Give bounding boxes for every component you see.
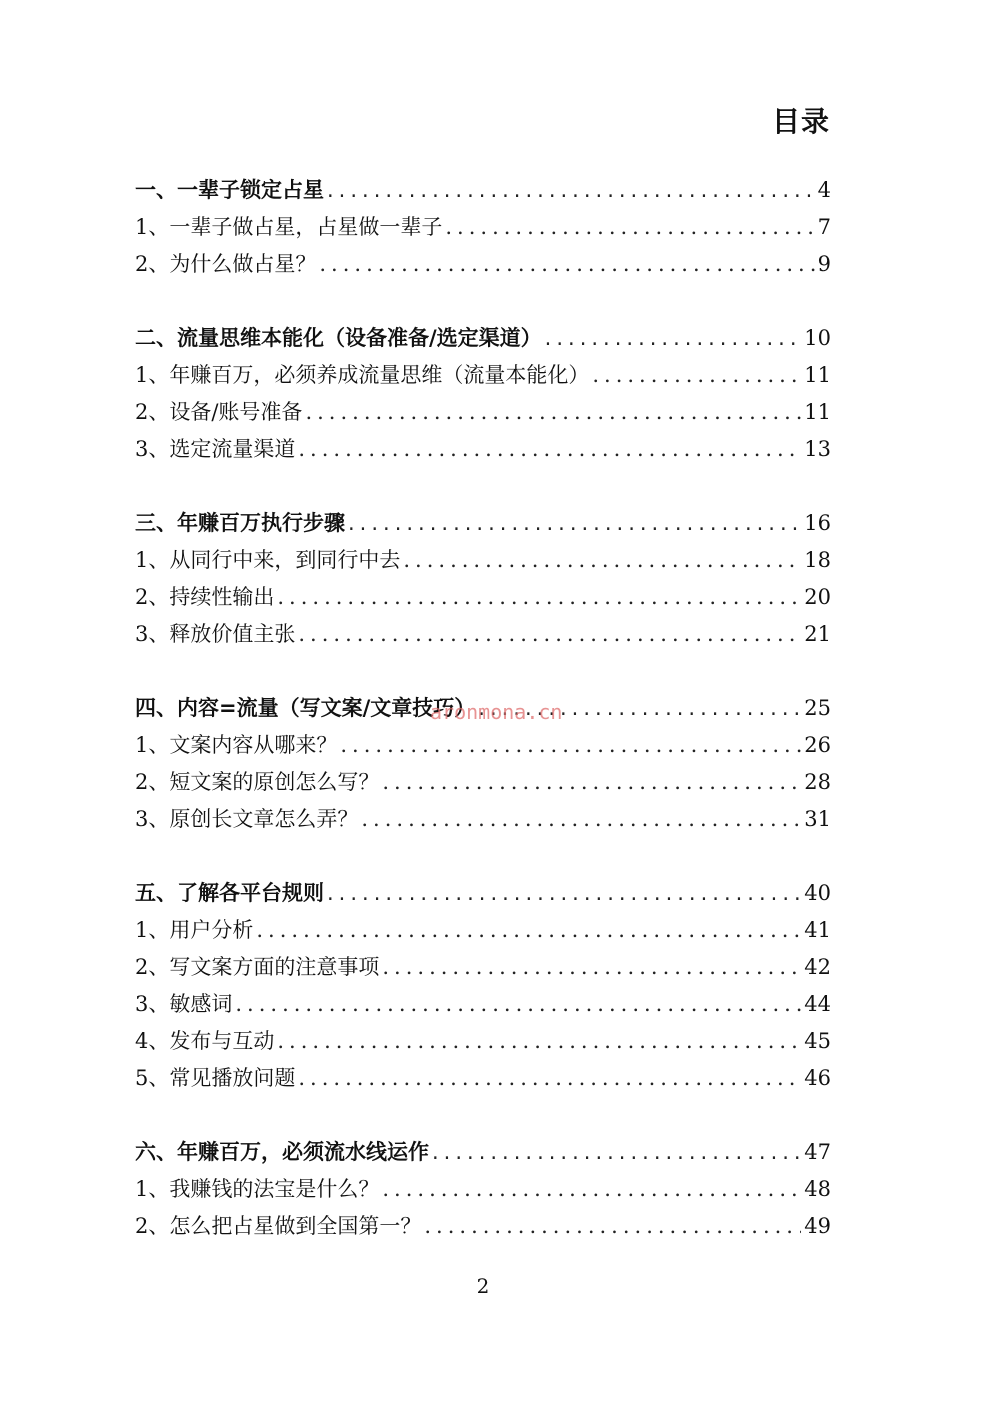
toc-entry-label: 1、年赚百万，必须养成流量思维（流量本能化） [135,363,590,387]
toc-item[interactable] [135,579,831,616]
toc-heading[interactable] [135,172,831,209]
toc-entry-page: 48 [804,1177,831,1201]
toc-entry-page: 26 [804,733,831,757]
toc-entry-label: 2、怎么把占星做到全国第一？ [135,1214,422,1238]
toc-entry-page: 31 [804,807,831,831]
toc-item[interactable] [135,209,831,246]
toc-item[interactable] [135,1023,831,1060]
toc-entry-label: 2、写文案方面的注意事项 [135,955,380,979]
toc-entry-label: 四、内容=流量（写文案/文章技巧） [135,696,476,720]
dot-leader [348,505,801,542]
toc-entry-label: 一、一辈子锁定占星 [135,178,324,202]
toc-entry-label: 1、从同行中来，到同行中去 [135,548,401,572]
toc-entry-page: 10 [804,326,831,350]
page-number: 2 [476,1274,490,1298]
watermark: aronmona.cn [430,700,563,724]
toc-heading[interactable] [135,1134,831,1171]
toc-entry-page: 11 [804,363,831,387]
toc-entry-page: 49 [804,1214,831,1238]
toc-section [135,505,831,653]
toc-entry-page: 41 [804,918,831,942]
toc-heading[interactable] [135,875,831,912]
dot-leader [340,727,801,764]
toc-section [135,1134,831,1245]
dot-leader [445,209,814,246]
toc-item[interactable] [135,1060,831,1097]
toc-entry-page: 9 [817,252,831,276]
toc-title: 目录 [771,105,830,138]
dot-leader [256,912,801,949]
dot-leader [277,579,801,616]
toc-entry-page: 11 [804,400,831,424]
toc-entry-label: 三、年赚百万执行步骤 [135,511,345,535]
toc-item[interactable] [135,912,831,949]
toc-item[interactable] [135,949,831,986]
toc-entry-label: 3、选定流量渠道 [135,437,296,461]
toc-entry-label: 五、了解各平台规则 [135,881,324,905]
toc-entry-label: 2、为什么做占星？ [135,252,317,276]
toc-entry-page: 47 [804,1140,831,1164]
toc-entry-page: 40 [804,881,831,905]
toc-entry-page: 25 [804,696,831,720]
dot-leader [382,1171,801,1208]
toc-entry-page: 13 [804,437,831,461]
dot-leader [432,1134,801,1171]
toc-entry-page: 7 [817,215,831,239]
toc-entry-label: 3、释放价值主张 [135,622,296,646]
toc-section [135,875,831,1097]
toc-entry-label: 2、短文案的原创怎么写？ [135,770,380,794]
toc-item[interactable] [135,616,831,653]
dot-leader [327,875,801,912]
toc-item[interactable] [135,801,831,838]
toc-entry-page: 45 [804,1029,831,1053]
toc-entry-label: 2、设备/账号准备 [135,400,303,424]
dot-leader [545,320,802,357]
dot-leader [361,801,801,838]
dot-leader [327,172,815,209]
toc-entry-label: 1、用户分析 [135,918,254,942]
toc-section [135,320,831,468]
toc-entry-label: 1、我赚钱的法宝是什么？ [135,1177,380,1201]
dot-leader [403,542,801,579]
toc-entry-page: 46 [804,1066,831,1090]
toc-item[interactable] [135,542,831,579]
toc-item[interactable] [135,431,831,468]
dot-leader [319,246,814,283]
toc-entry-label: 3、原创长文章怎么弄？ [135,807,359,831]
toc-item[interactable] [135,357,831,394]
dot-leader [298,616,801,653]
dot-leader [298,1060,801,1097]
toc-entry-page: 20 [804,585,831,609]
toc-entry-label: 4、发布与互动 [135,1029,275,1053]
toc-heading[interactable] [135,320,831,357]
toc-item[interactable] [135,727,831,764]
toc-entry-page: 18 [804,548,831,572]
dot-leader [382,764,801,801]
toc-entry-page: 44 [804,992,831,1016]
dot-leader [592,357,801,394]
dot-leader [305,394,801,431]
toc-item[interactable] [135,394,831,431]
toc-entry-label: 2、持续性输出 [135,585,275,609]
toc-entry-page: 16 [804,511,831,535]
toc-entry-page: 4 [817,178,831,202]
toc-item[interactable] [135,246,831,283]
toc-entry-label: 1、文案内容从哪来？ [135,733,338,757]
toc-entry-label: 5、常见播放问题 [135,1066,296,1090]
toc-item[interactable] [135,986,831,1023]
toc-entry-label: 六、年赚百万，必须流水线运作 [135,1140,429,1164]
toc-entry-label: 3、敏感词 [135,992,233,1016]
dot-leader [424,1208,801,1245]
table-of-contents [135,172,831,1282]
dot-leader [235,986,801,1023]
toc-entry-page: 42 [804,955,831,979]
toc-entry-label: 二、流量思维本能化（设备准备/选定渠道） [135,326,542,350]
toc-item[interactable] [135,764,831,801]
dot-leader [277,1023,801,1060]
toc-item[interactable] [135,1208,831,1245]
dot-leader [298,431,801,468]
toc-heading[interactable] [135,505,831,542]
dot-leader [382,949,801,986]
toc-entry-page: 21 [804,622,831,646]
toc-section [135,172,831,283]
toc-entry-page: 28 [804,770,831,794]
toc-item[interactable] [135,1171,831,1208]
toc-entry-label: 1、一辈子做占星，占星做一辈子 [135,215,443,239]
